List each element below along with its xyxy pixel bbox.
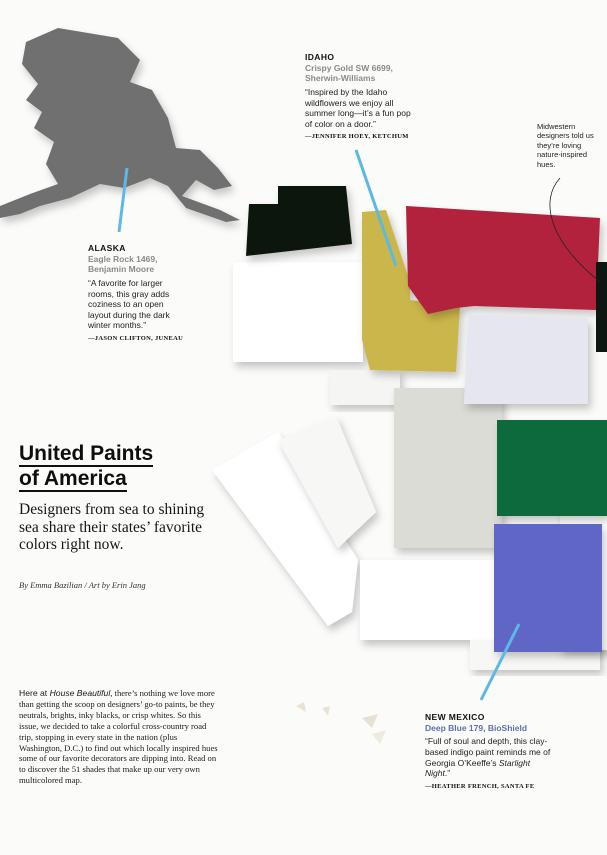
idaho-state-label: IDAHO [305,52,335,62]
paper-scrap-3 [362,714,378,728]
paper-scrap-2 [322,706,330,716]
idaho-paint-name: Crispy Gold SW 6699, Sherwin-Williams [305,62,393,84]
white-chip-1 [233,262,363,362]
black-edge-chip [596,262,607,352]
pale-gray-chip [394,388,502,548]
alaska-callout [88,243,188,343]
headline-line-2: of America [19,468,127,492]
new-mexico-state-label: NEW MEXICO [425,712,485,722]
article-dek: Designers from sea to shining sea share their states’ favorite colors right now. [19,501,205,553]
headline-line-1: United Paints [19,443,153,467]
green-chip [497,420,607,516]
alaska-state-label: ALASKA [88,243,126,253]
alaska-quote: “A favorite for larger rooms, this gray adds coziness to an open layout during the dark winter months.” [88,277,170,331]
idaho-callout [305,52,415,142]
body-text: , there’s nothing we love more than getting the scoop on designers’ go-to paints, be they neutrals, brights, inky blacks, or crisp whites. So this issue, we decided to take a colorful cross-country road trip, stopping in every state in the nation (plus Washington, D.C.) to find out which locally inspired hues some of our favorite decorators are dipping into. Read on to discover the 51 shades that make up our very own multicolored map. [19,688,218,786]
alaska-credit: —JASON CLIFTON, JUNEAU [88,335,184,342]
new-mexico-callout [425,712,557,791]
black-chip [246,186,352,256]
new-mexico-quote [425,736,557,779]
body-lead: Here at [19,688,50,698]
new-mexico-quote-end: .” [444,768,451,779]
crimson-chip [406,206,600,314]
new-mexico-blue-chip [494,524,602,652]
article-body [19,688,219,786]
midwest-side-note: Midwestern designers told us they’re loving nature-inspired hues. [537,122,594,169]
magazine-name: House Beautiful [49,688,111,698]
idaho-quote: “Inspired by the Idaho wildflowers we enjoy all summer long—it’s a fun pop of color on a door.” [305,86,411,129]
new-mexico-paint-name: Deep Blue 179, BioShield [425,722,528,733]
article-byline: By Emma Bazilian / Art by Erin Jang [19,580,146,590]
pale-lilac-chip [464,314,588,404]
new-mexico-credit: —HEATHER FRENCH, SANTA FE [425,782,535,790]
idaho-credit: —JENNIFER HOEY, KETCHUM [305,133,409,141]
paper-scrap-1 [296,702,306,712]
white-chip-4 [360,560,495,640]
new-mexico-quote-title: Starlight Night [425,757,531,779]
new-mexico-quote-start: “Full of soul and depth, this clay-based indigo paint reminds me of Georgia O’Keeffe’s [425,736,551,768]
paper-scrap-4 [372,730,386,744]
white-chip-2 [330,370,400,405]
article-headline [19,442,209,492]
alaska-paint-name: Eagle Rock 1469, Benjamin Moore [88,253,158,275]
alaska-gray-chip [0,28,240,222]
